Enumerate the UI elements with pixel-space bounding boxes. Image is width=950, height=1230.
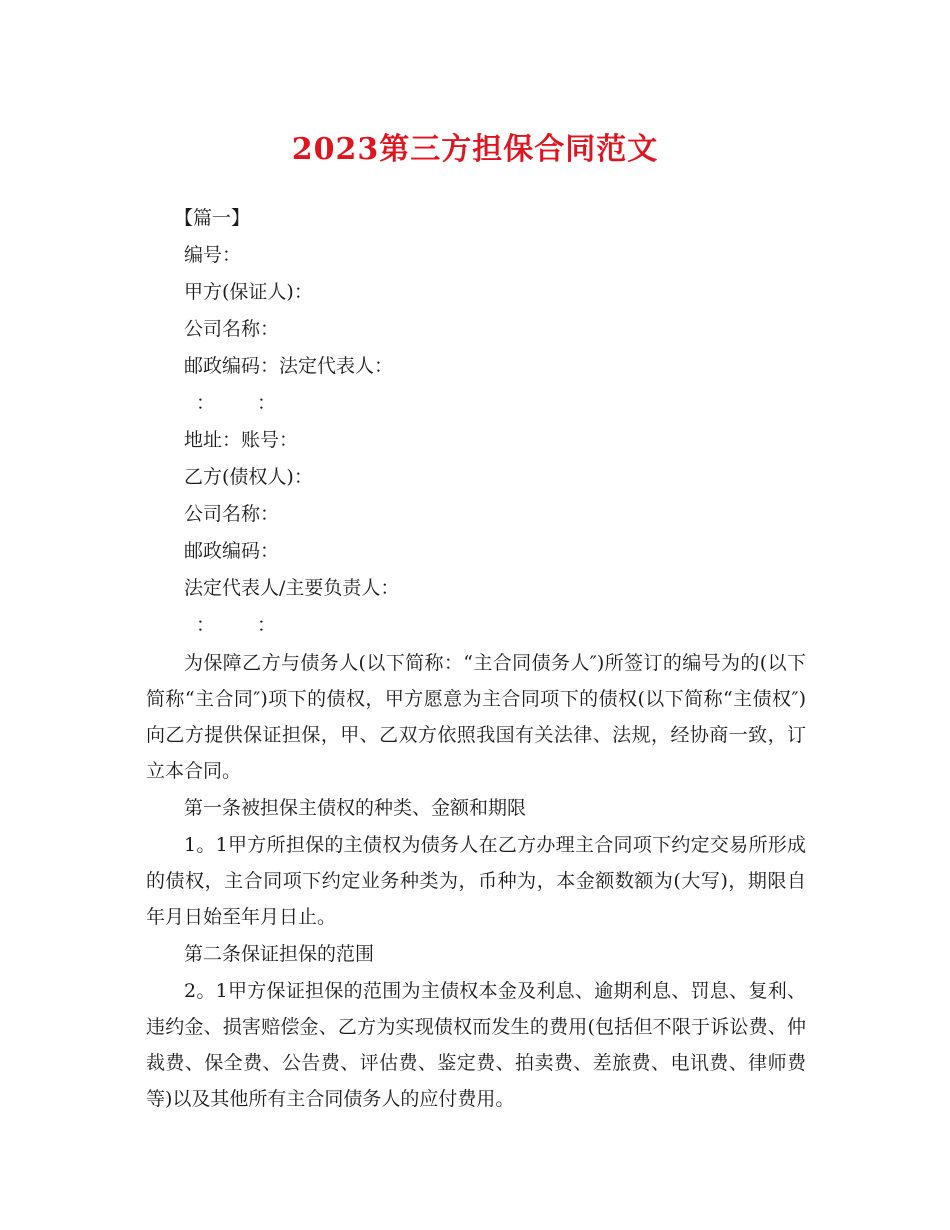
field-party-a-blank: ： ：	[196, 392, 295, 414]
document-body	[146, 200, 806, 1117]
field-serial-number: 编号：	[184, 244, 242, 266]
field-party-b-postcode: 邮政编码：	[184, 540, 280, 562]
paragraph-article-2-1: 2。1甲方保证担保的范围为主债权本金及利息、逾期利息、罚息、复利、违约金、损害赔偿金、乙方为实现债权而发生的费用(包括但不限于诉讼费、仲裁费、保全费、公告费、评估费、鉴定费、拍卖费、差旅费、电讯费、律师费等)以及其他所有主合同债务人的应付费用。	[146, 980, 806, 1110]
field-party-a-company: 公司名称：	[184, 318, 280, 340]
paragraph-article-1-1: 1。1甲方所担保的主债权为债务人在乙方办理主合同项下约定交易所形成的债权，主合同项下约定业务种类为，币种为，本金额数额为(大写)，期限自年月日始至年月日止。	[146, 834, 806, 928]
field-party-a-address-account: 地址：账号：	[184, 429, 299, 451]
paragraph-preamble: 为保障乙方与债务人(以下简称：“主合同债务人″)所签订的编号为的(以下简称“主合同″)项下的债权，甲方愿意为主合同项下的债权(以下简称“主债权″)向乙方提供保证担保，甲、乙双方依照我国有关法律、法规，经协商一致，订立本合同。	[146, 652, 806, 782]
heading-article-1: 第一条被担保主债权的种类、金额和期限	[184, 797, 527, 819]
field-party-a: 甲方(保证人)：	[184, 281, 313, 303]
heading-article-2: 第二条保证担保的范围	[184, 943, 375, 965]
field-party-b-company: 公司名称：	[184, 503, 280, 525]
section-label: 【篇一】	[174, 207, 251, 229]
field-party-b-blank: ： ：	[196, 614, 295, 636]
field-party-b: 乙方(债权人)：	[184, 466, 313, 488]
field-party-a-postcode-representative: 邮政编码：法定代表人：	[184, 355, 394, 377]
field-party-b-representative: 法定代表人/主要负责人：	[184, 577, 400, 599]
document-title: 2023第三方担保合同范文	[291, 132, 659, 167]
